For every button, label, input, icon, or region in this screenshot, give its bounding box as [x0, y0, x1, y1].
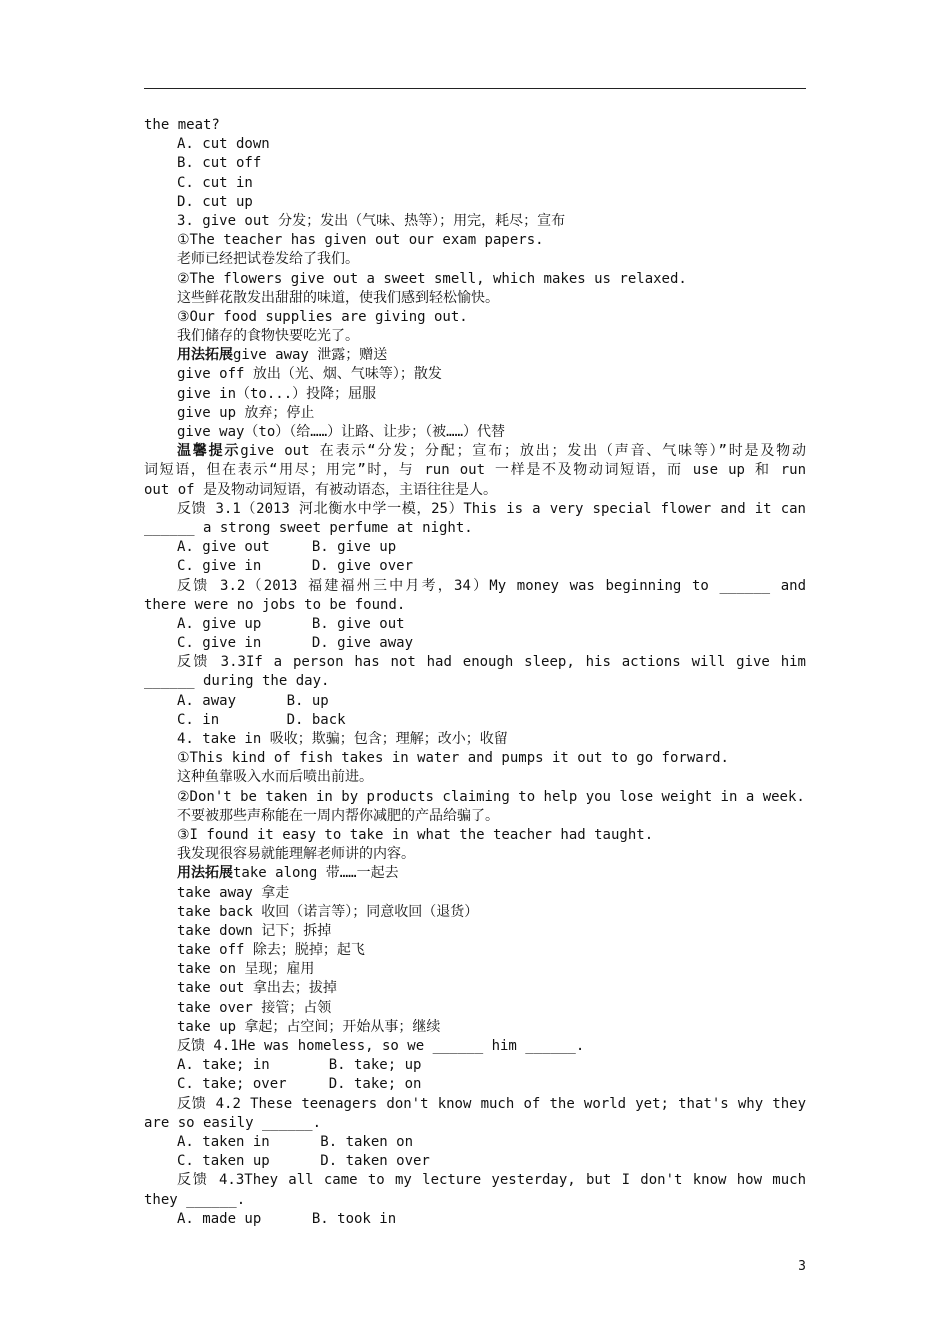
- line-text: D. cut up: [177, 193, 253, 210]
- line-text: C. give in D. give away: [177, 635, 414, 652]
- text-line: [144, 1075, 806, 1094]
- text-line: [144, 174, 806, 193]
- line-text: 反馈 4.2 These teenagers don't know much of the world yet; that's why they: [177, 1095, 806, 1112]
- text-line: [144, 903, 806, 922]
- text-line: [144, 116, 806, 135]
- line-text: ______ during the day.: [144, 673, 330, 690]
- text-line: [144, 212, 806, 231]
- line-text: 3. give out 分发；发出（气味、热等）；用完，耗尽；宣布: [177, 212, 566, 229]
- line-text: take off 除去；脱掉；起飞: [177, 942, 365, 959]
- line-text: 这些鲜花散发出甜甜的味道，使我们感到轻松愉快。: [177, 289, 499, 306]
- text-line: [144, 596, 806, 615]
- text-line: [144, 365, 806, 384]
- line-text: 反馈 4.3They all came to my lecture yesterday, but I don't know how much: [177, 1172, 806, 1189]
- text-line: [144, 960, 806, 979]
- line-text: 我们储存的食物快要吃光了。: [177, 328, 359, 345]
- text-line: [144, 1037, 806, 1056]
- text-line: [144, 1133, 806, 1152]
- text-line: [144, 327, 806, 346]
- text-line: [144, 730, 806, 749]
- line-text: 词短语，但在表示“用尽；用完”时，与 run out 一样是不及物动词短语，而 use up 和 run: [144, 462, 806, 479]
- line-text: ①This kind of fish takes in water and pumps it out to go forward.: [177, 750, 729, 767]
- text-line: [144, 135, 806, 154]
- text-line: [144, 711, 806, 730]
- text-line: [144, 864, 806, 883]
- text-line: [144, 1018, 806, 1037]
- text-line: [144, 672, 806, 691]
- bold-heading: 用法拓展: [177, 347, 233, 364]
- text-line: [144, 231, 806, 250]
- line-text: A. cut down: [177, 136, 270, 153]
- line-text: they ______.: [144, 1191, 246, 1208]
- line-text: there were no jobs to be found.: [144, 596, 406, 613]
- line-text: ②Don't be taken in by products claiming to help you lose weight in a week.: [177, 788, 805, 805]
- text-line: [144, 1210, 806, 1229]
- line-text: 反馈 3.1（2013 河北衡水中学一模，25）This is a very special flower and it can: [177, 500, 806, 517]
- text-line: [144, 346, 806, 365]
- text-line: [144, 749, 806, 768]
- text-line: [144, 538, 806, 557]
- line-text: ①The teacher has given out our exam papers.: [177, 232, 544, 249]
- text-line: [144, 788, 806, 807]
- text-line: [144, 193, 806, 212]
- text-line: [144, 154, 806, 173]
- line-text: A. give up B. give out: [177, 615, 405, 632]
- line-text: ②The flowers give out a sweet smell, which makes us relaxed.: [177, 270, 687, 287]
- line-text: 反馈 3.2（2013 福建福州三中月考，34）My money was beginning to ______ and: [177, 577, 806, 594]
- line-text: A. give out B. give up: [177, 539, 397, 556]
- line-text: take out 拿出去；拔掉: [177, 980, 337, 997]
- line-text: 反馈 3.3If a person has not had enough sleep, his actions will give him: [177, 654, 806, 671]
- text-line: [144, 481, 806, 500]
- line-text: C. cut in: [177, 174, 253, 191]
- line-text: give out 在表示“分发；分配；宣布；放出；发出（声音、气味等）”时是及物动: [240, 443, 806, 460]
- line-text: give away 泄露；赠送: [233, 347, 388, 364]
- text-line: [144, 577, 806, 596]
- text-line: [144, 979, 806, 998]
- text-line: [144, 1095, 806, 1114]
- text-line: [144, 461, 806, 480]
- line-text: take up 拿起；占空间；开始从事；继续: [177, 1018, 441, 1035]
- line-text: 我发现很容易就能理解老师讲的内容。: [177, 846, 415, 863]
- line-text: C. take; over D. take; on: [177, 1076, 422, 1093]
- text-line: [144, 692, 806, 711]
- line-text: 老师已经把试卷发给了我们。: [177, 251, 359, 268]
- line-text: C. taken up D. taken over: [177, 1153, 430, 1170]
- text-line: [144, 557, 806, 576]
- text-line: [144, 270, 806, 289]
- line-text: A. taken in B. taken on: [177, 1133, 414, 1150]
- text-line: [144, 615, 806, 634]
- line-text: give way（to）（给……）让路、让步；（被……）代替: [177, 424, 506, 440]
- line-text: take along 带……一起去: [233, 865, 399, 882]
- text-line: [144, 653, 806, 672]
- line-text: take away 拿走: [177, 884, 290, 901]
- text-line: [144, 807, 806, 826]
- line-text: A. take; in B. take; up: [177, 1057, 422, 1074]
- text-line: [144, 500, 806, 519]
- text-line: [144, 1171, 806, 1190]
- text-line: [144, 922, 806, 941]
- line-text: ③Our food supplies are giving out.: [177, 308, 468, 325]
- text-line: [144, 519, 806, 538]
- text-line: [144, 634, 806, 653]
- text-line: [144, 385, 806, 404]
- line-text: give off 放出（光、烟、气味等）；散发: [177, 366, 442, 383]
- text-line: [144, 423, 806, 442]
- document-body: [144, 116, 806, 1229]
- page-number: 3: [798, 1259, 806, 1274]
- text-line: [144, 1152, 806, 1171]
- line-text: are so easily ______.: [144, 1114, 322, 1131]
- text-line: [144, 884, 806, 903]
- line-text: take back 收回（诺言等）；同意收回（退货）: [177, 903, 479, 920]
- line-text: A. away B. up: [177, 692, 329, 709]
- line-text: out of 是及物动词短语，有被动语态，主语往往是人。: [144, 481, 497, 498]
- text-line: [144, 1056, 806, 1075]
- text-line: [144, 826, 806, 845]
- text-line: [144, 250, 806, 269]
- line-text: give up 放弃；停止: [177, 404, 315, 421]
- line-text: give in（to...）投降；屈服: [177, 385, 377, 402]
- line-text: take over 接管；占领: [177, 999, 332, 1016]
- text-line: [144, 768, 806, 787]
- text-line: [144, 289, 806, 308]
- bold-heading: 用法拓展: [177, 865, 233, 882]
- line-text: take down 记下；拆掉: [177, 922, 332, 939]
- line-text: 这种鱼靠吸入水而后喷出前进。: [177, 769, 373, 786]
- text-line: [144, 1114, 806, 1133]
- text-line: [144, 941, 806, 960]
- text-line: [144, 442, 806, 461]
- line-text: 4. take in 吸收；欺骗；包含；理解；改小；收留: [177, 731, 508, 747]
- text-line: [144, 404, 806, 423]
- text-line: [144, 845, 806, 864]
- line-text: A. made up B. took in: [177, 1210, 397, 1227]
- bold-heading: 温馨提示: [177, 443, 241, 460]
- line-text: 反馈 4.1He was homeless, so we ______ him ______.: [177, 1038, 585, 1054]
- line-text: C. in D. back: [177, 711, 346, 728]
- line-text: the meat?: [144, 117, 220, 133]
- text-line: [144, 308, 806, 327]
- line-text: B. cut off: [177, 155, 262, 172]
- header-rule: [144, 88, 806, 89]
- line-text: ______ a strong sweet perfume at night.: [144, 519, 473, 536]
- text-line: [144, 999, 806, 1018]
- text-line: [144, 1191, 806, 1210]
- line-text: 不要被那些声称能在一周内帮你减肥的产品给骗了。: [177, 807, 499, 824]
- line-text: take on 呈现；雇用: [177, 961, 315, 978]
- line-text: ③I found it easy to take in what the teacher had taught.: [177, 826, 654, 843]
- line-text: C. give in D. give over: [177, 558, 414, 575]
